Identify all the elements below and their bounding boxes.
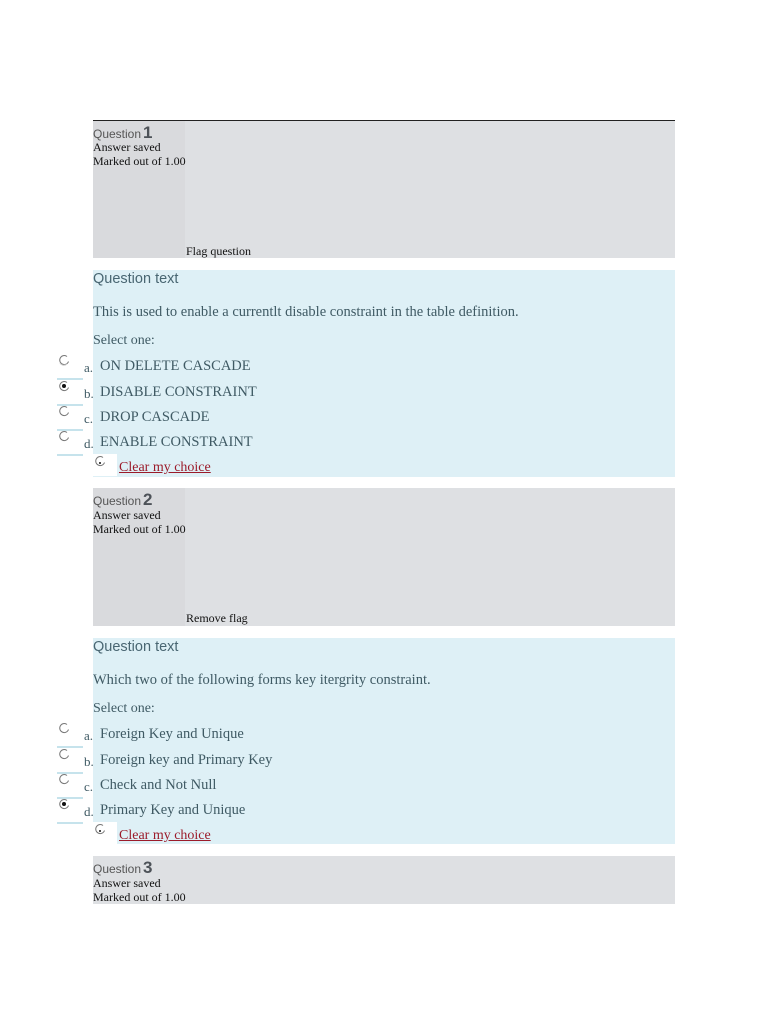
question-1-content: [84, 270, 675, 477]
question-state: Answer saved: [93, 876, 161, 890]
option-letter: d.: [84, 804, 94, 819]
option-c[interactable]: [58, 409, 318, 433]
option-a[interactable]: [58, 358, 318, 382]
option-text[interactable]: Check and Not Null: [100, 777, 217, 793]
select-one-prompt: Select one:: [93, 701, 155, 716]
radio-unchecked-icon[interactable]: [58, 748, 70, 760]
question-text-heading: Question text: [93, 639, 179, 655]
radio-clear-icon[interactable]: [94, 823, 106, 835]
radio-clear-icon[interactable]: [94, 455, 106, 467]
radio-unchecked-icon[interactable]: [58, 722, 70, 734]
question-text: This is used to enable a currentlt disable constraint in the table definition.: [93, 304, 519, 320]
radio-unchecked-icon[interactable]: [58, 773, 70, 785]
radio-unchecked-icon[interactable]: [58, 430, 70, 442]
question-grade: Marked out of 1.00: [93, 522, 186, 536]
clear-my-choice-link[interactable]: Clear my choice: [119, 460, 211, 475]
option-b[interactable]: [58, 384, 318, 408]
clear-my-choice-link[interactable]: Clear my choice: [119, 828, 211, 843]
option-text[interactable]: DROP CASCADE: [100, 409, 210, 425]
option-underline: [57, 454, 83, 456]
question-2-content: [84, 638, 675, 844]
question-1-info: [93, 121, 675, 258]
clear-choice[interactable]: [93, 460, 293, 484]
option-letter: a.: [84, 728, 94, 743]
remove-flag-link[interactable]: Remove flag: [186, 611, 248, 625]
option-text[interactable]: Foreign key and Primary Key: [100, 752, 273, 768]
option-underline: [57, 822, 83, 824]
option-letter: c.: [84, 411, 94, 426]
radio-checked-icon[interactable]: [58, 380, 70, 392]
radio-checked-icon[interactable]: [58, 798, 70, 810]
question-2-info: [93, 488, 675, 626]
question-state: Answer saved: [93, 508, 161, 522]
select-one-prompt: Select one:: [93, 333, 155, 348]
question-grade: Marked out of 1.00: [93, 154, 186, 168]
option-letter: c.: [84, 779, 94, 794]
question-3-info: [93, 856, 675, 904]
question-text: Which two of the following forms key itergrity constraint.: [93, 672, 431, 688]
option-letter: d.: [84, 436, 94, 451]
option-text[interactable]: Primary Key and Unique: [100, 802, 246, 818]
question-number: [93, 858, 153, 878]
option-a[interactable]: [58, 726, 318, 750]
question-number-value: 2: [143, 490, 153, 509]
question-label: Question: [93, 862, 142, 876]
option-c[interactable]: [58, 777, 318, 801]
option-letter: a.: [84, 360, 94, 375]
question-number-value: 3: [143, 858, 153, 877]
option-text[interactable]: ON DELETE CASCADE: [100, 358, 251, 374]
option-letter: b.: [84, 386, 94, 401]
question-label: Question: [93, 494, 142, 508]
clear-choice[interactable]: [93, 828, 293, 852]
option-b[interactable]: [58, 752, 318, 776]
option-text[interactable]: ENABLE CONSTRAINT: [100, 434, 253, 450]
question-text-heading: Question text: [93, 271, 179, 287]
question-state: Answer saved: [93, 140, 161, 154]
question-number: [93, 490, 153, 510]
flag-question-link[interactable]: Flag question: [186, 244, 251, 258]
question-grade: Marked out of 1.00: [93, 890, 186, 904]
question-number-value: 1: [143, 123, 153, 142]
option-text[interactable]: DISABLE CONSTRAINT: [100, 384, 257, 400]
radio-unchecked-icon[interactable]: [58, 354, 70, 366]
question-label: Question: [93, 127, 142, 141]
radio-unchecked-icon[interactable]: [58, 405, 70, 417]
option-letter: b.: [84, 754, 94, 769]
option-text[interactable]: Foreign Key and Unique: [100, 726, 244, 742]
